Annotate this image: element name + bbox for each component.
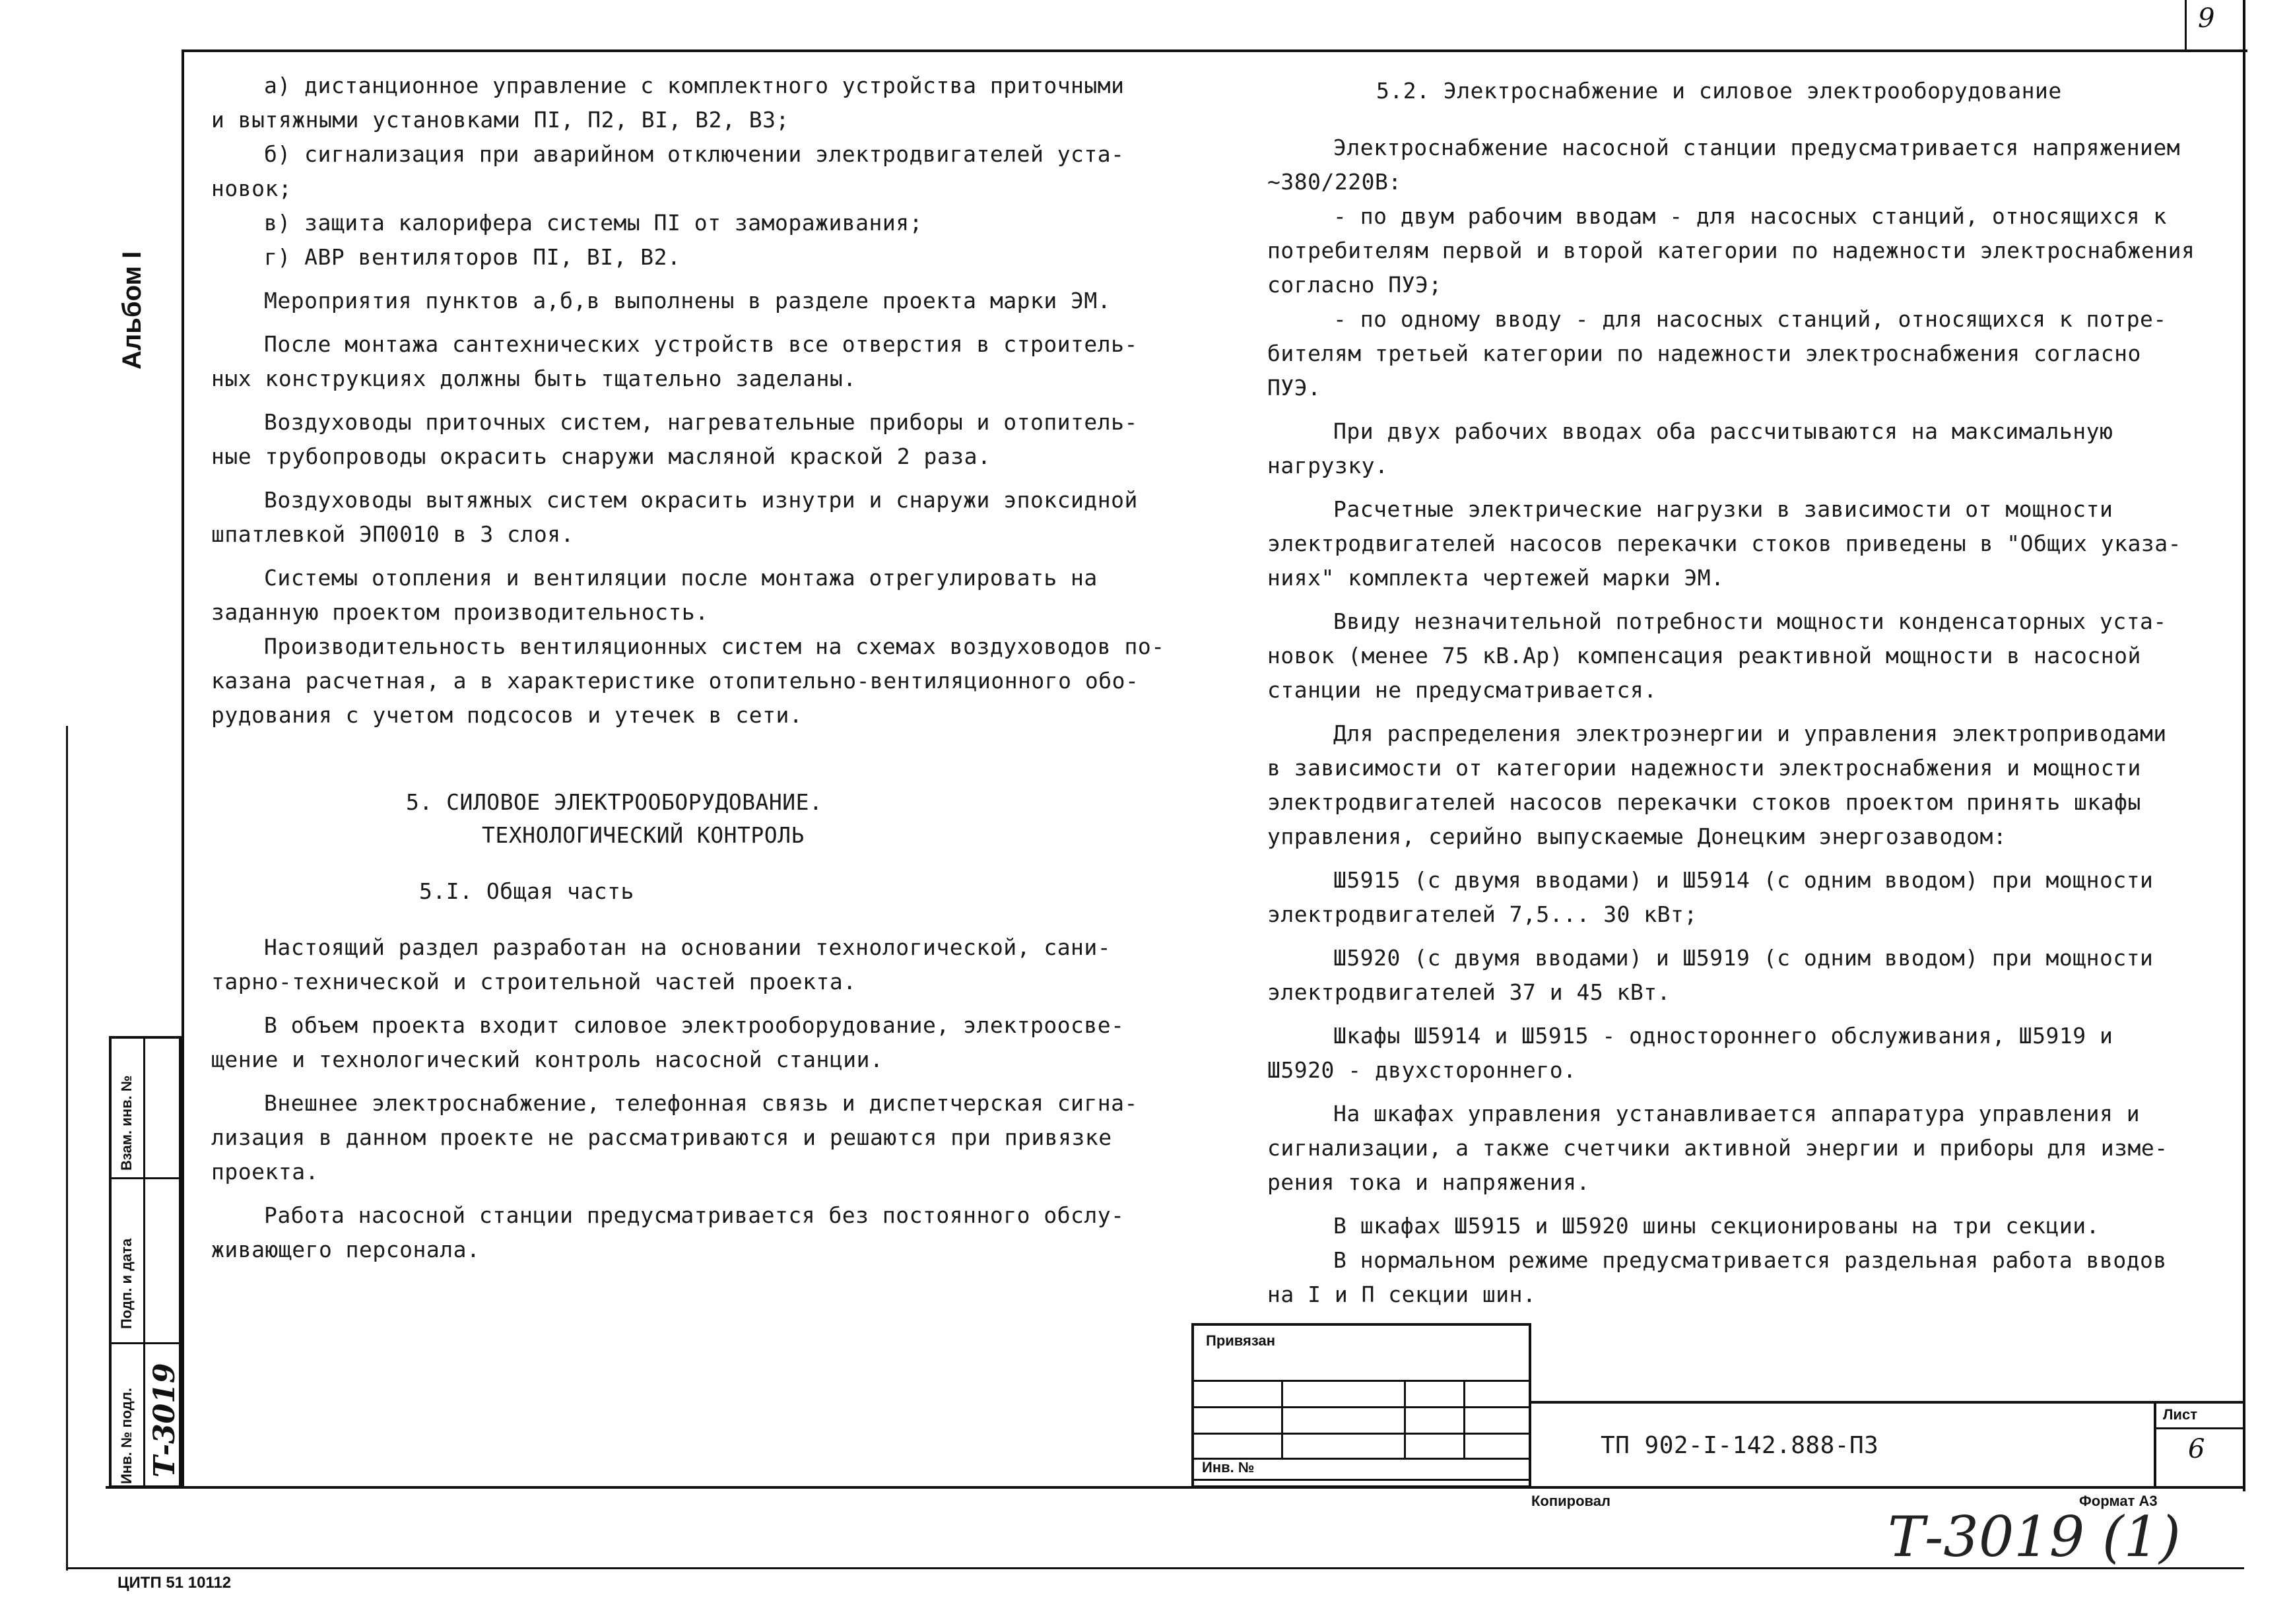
left-column-2 (211, 930, 1138, 1267)
text-line: электродвигателей насосов перекачки стоков приведены в "Общих указа- (1267, 531, 2182, 556)
text-line: в) защита калорифера системы ПI от замораживания; (264, 210, 923, 236)
text-line: - по двум рабочим вводам - для насосных станций, относящихся к (1333, 203, 2167, 229)
text-line: б) сигнализация при аварийном отключении электродвигателей уста- (264, 141, 1125, 167)
section5-title-line2: ТЕХНОЛОГИЧЕСКИЙ КОНТРОЛЬ (482, 822, 805, 848)
text-line: станции не предусматривается. (1267, 677, 1657, 703)
text-line: Мероприятия пунктов а,б,в выполнены в разделе проекта марки ЭМ. (264, 288, 1112, 313)
title-block (1191, 1323, 2244, 1488)
text-line: Внешнее электроснабжение, телефонная связь и диспетчерская сигна- (264, 1090, 1138, 1116)
text-line: Системы отопления и вентиляции после монтажа отрегулировать на (264, 565, 1098, 591)
album-label: Альбом I (117, 251, 147, 370)
top-border (182, 49, 2247, 52)
handwritten-code: Т-3019 (1) (1888, 1505, 2181, 1569)
text-line: Настоящий раздел разработан на основании технологической, сани- (264, 934, 1112, 960)
left-column (211, 69, 1165, 732)
text-line: Ш5920 - двухстороннего. (1267, 1057, 1577, 1083)
text-line: Расчетные электрические нагрузки в зависимости от мощности (1333, 496, 2113, 522)
text-line: и вытяжными установками ПI, П2, ВI, В2, В3; (211, 107, 789, 133)
text-line: Ввиду незначительной потребности мощности конденсаторных уста- (1333, 608, 2167, 634)
signature-date-label: Подп. и дата (118, 1238, 135, 1329)
section51-title: 5.I. Общая часть (419, 878, 634, 904)
sheet-value: 6 (2188, 1434, 2205, 1464)
attached-label: Привязан (1206, 1332, 1276, 1349)
text-line: Воздуховоды приточных систем, нагревательные приборы и отопитель- (264, 409, 1138, 435)
text-line: ные трубопроводы окрасить снаружи масляной краской 2 раза. (211, 443, 991, 469)
doc-code: ТП 902-I-142.888-ПЗ (1601, 1432, 1879, 1459)
text-line: электродвигателей 7,5... 30 кВт; (1267, 901, 1698, 927)
page-left-edge (66, 726, 68, 1571)
text-line: Ш5915 (с двумя вводами) и Ш5914 (с одним вводом) при мощности (1333, 867, 2154, 893)
text-line: электродвигателей 37 и 45 кВт. (1267, 979, 1671, 1005)
sheet-corner-number: 9 (2198, 3, 2215, 34)
text-line: живающего персонала. (211, 1237, 481, 1262)
text-line: бителям третьей категории по надежности электроснабжения согласно (1267, 341, 2141, 366)
right-border (2243, 0, 2245, 1491)
text-line: потребителям первой и второй категории по надежности электроснабжения (1267, 238, 2195, 263)
text-line: заданную проектом производительность. (211, 599, 709, 625)
text-line: На шкафах управления устанавливается аппаратура управления и (1333, 1101, 2141, 1126)
text-line: новок (менее 75 кВ.Ар) компенсация реактивной мощности в насосной (1267, 643, 2141, 668)
text-line: Работа насосной станции предусматривается без постоянного обслу- (264, 1202, 1125, 1228)
text-line: Шкафы Ш5914 и Ш5915 - одностороннего обслуживания, Ш5919 и (1333, 1023, 2113, 1049)
text-line: проекта. (211, 1159, 319, 1185)
text-line: сигнализации, а также счетчики активной энергии и приборы для изме- (1267, 1135, 2168, 1161)
text-line: ПУЭ. (1267, 375, 1321, 401)
text-line: ~380/220В: (1267, 169, 1402, 195)
corner-line (2185, 0, 2187, 49)
text-line: управления, серийно выпускаемые Донецким энергозаводом: (1267, 824, 2007, 849)
text-line: согласно ПУЭ; (1267, 272, 1442, 298)
text-line: В нормальном режиме предусматривается раздельная работа вводов (1333, 1247, 2167, 1273)
text-line: щение и технологический контроль насосной станции. (211, 1047, 884, 1072)
text-line: В объем проекта входит силовое электрооборудование, электроосве- (264, 1012, 1125, 1038)
inv-no-label: Инв. № подл. (118, 1388, 135, 1484)
format-label: Формат А3 (2079, 1493, 2158, 1509)
print-mark: ЦИТП 51 10112 (117, 1574, 232, 1592)
text-line: тарно-технической и строительной частей проекта. (211, 969, 857, 994)
left-border (182, 49, 184, 1488)
text-line: Электроснабжение насосной станции предусматривается напряжением (1333, 135, 2181, 160)
text-line: При двух рабочих вводах оба рассчитываются на максимальную (1333, 418, 2113, 444)
text-line: лизация в данном проекте не рассматриваются и решаются при привязке (211, 1124, 1112, 1150)
text-line: в зависимости от категории надежности электроснабжения и мощности (1267, 755, 2141, 781)
text-line: В шкафах Ш5915 и Ш5920 шины секционированы на три секции. (1333, 1213, 2100, 1239)
text-line: шпатлевкой ЭП0010 в 3 слоя. (211, 521, 574, 547)
text-line: Ш5920 (с двумя вводами) и Ш5919 (с одним вводом) при мощности (1333, 945, 2154, 971)
inv-no-value: Т-3019 (148, 1363, 182, 1478)
text-line: Производительность вентиляционных систем на схемах воздуховодов по- (264, 633, 1165, 659)
text-line: нагрузку. (1267, 453, 1389, 478)
sheet-box (2154, 1401, 2156, 1487)
section52-title: 5.2. Электроснабжение и силовое электрооборудование (1376, 78, 2062, 104)
text-line: новок; (211, 176, 292, 201)
text-line: рения тока и напряжения. (1267, 1169, 1590, 1195)
side-stamp (109, 1036, 182, 1488)
sheet-label: Лист (2163, 1406, 2197, 1423)
attached-inv-label: Инв. № (1202, 1459, 1255, 1476)
text-line: рудования с учетом подсосов и утечек в сети. (211, 702, 803, 728)
text-line: Воздуховоды вытяжных систем окрасить изнутри и снаружи эпоксидной (264, 487, 1138, 513)
text-line: ниях" комплекта чертежей марки ЭМ. (1267, 565, 1725, 591)
text-line: а) дистанционное управление с комплектного устройства приточными (264, 73, 1125, 98)
text-line: г) АВР вентиляторов ПI, ВI, В2. (264, 244, 681, 270)
text-line: казана расчетная, а в характеристике отопительно-вентиляционного обо- (211, 668, 1139, 694)
text-line: Для распределения электроэнергии и управления электроприводами (1333, 721, 2167, 746)
copied-label: Копировал (1531, 1493, 1611, 1509)
section5-title-line1: 5. СИЛОВОЕ ЭЛЕКТРООБОРУДОВАНИЕ. (406, 789, 823, 815)
text-line: - по одному вводу - для насосных станций, относящихся к потре- (1333, 306, 2167, 332)
text-line: на I и П секции шин. (1267, 1282, 1537, 1307)
text-line: электродвигателей насосов перекачки стоков проектом принять шкафы (1267, 789, 2141, 815)
replace-inv-label: Взам. инв. № (118, 1075, 135, 1171)
right-column (1267, 131, 2195, 1312)
text-line: ных конструкциях должны быть тщательно заделаны. (211, 366, 857, 391)
attached-table (1191, 1323, 1531, 1488)
text-line: После монтажа сантехнических устройств все отверстия в строитель- (264, 331, 1138, 357)
